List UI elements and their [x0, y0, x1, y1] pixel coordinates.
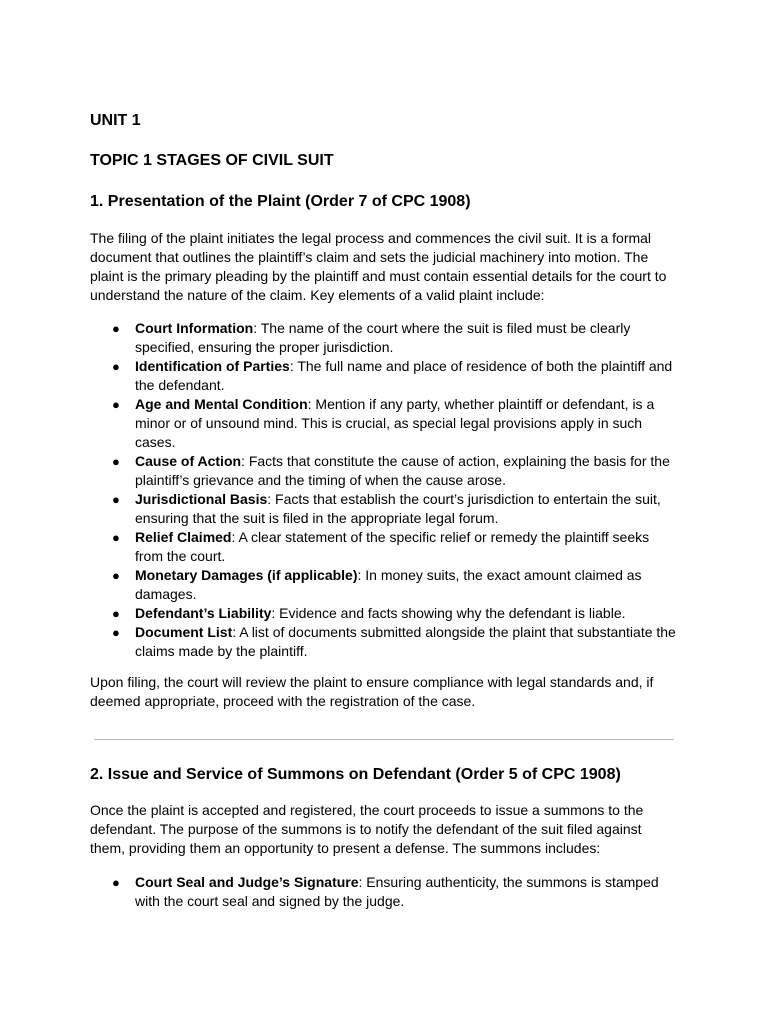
summons-elements-list	[90, 873, 680, 911]
bullet-icon: ●	[112, 568, 120, 583]
item-term: Age and Mental Condition	[135, 396, 308, 412]
unit-heading: UNIT 1	[90, 112, 141, 129]
list-item	[90, 357, 680, 395]
item-text: : A list of documents submitted alongside the plaint that substantiate the claims made by the plaintiff.	[135, 624, 676, 659]
list-item	[90, 604, 680, 623]
bullet-icon: ●	[112, 359, 120, 374]
plaint-elements-list	[90, 319, 680, 661]
item-text: : The full name and place of residence of both the plaintiff and the defendant.	[135, 358, 673, 393]
section-1-heading: 1. Presentation of the Plaint (Order 7 of CPC 1908)	[90, 193, 471, 210]
bullet-icon: ●	[112, 321, 120, 336]
bullet-icon: ●	[112, 530, 120, 545]
item-text: : The name of the court where the suit is filed must be clearly specified, ensuring the proper jurisdiction.	[135, 320, 631, 355]
list-item	[90, 395, 680, 452]
list-item	[90, 528, 680, 566]
list-item	[90, 319, 680, 357]
item-term: Jurisdictional Basis	[135, 491, 268, 507]
section-2-heading: 2. Issue and Service of Summons on Defendant (Order 5 of CPC 1908)	[90, 766, 621, 783]
item-term: Relief Claimed	[135, 529, 232, 545]
bullet-icon: ●	[112, 606, 120, 621]
item-text: : Facts that constitute the cause of action, explaining the basis for the plaintiff’s grievance and the timing of when the cause arose.	[135, 453, 670, 488]
item-text: : Ensuring authenticity, the summons is stamped with the court seal and signed by the judge.	[135, 874, 659, 909]
bullet-icon: ●	[112, 625, 120, 640]
section-1-closing: Upon filing, the court will review the plaint to ensure compliance with legal standards and, if deemed appropriate, proceed with the registration of the case.	[90, 674, 654, 709]
section-1-intro: The filing of the plaint initiates the legal process and commences the civil suit. It is a formal document that outlines the plaintiff’s claim and sets the judicial machinery into motion. The plaint is the primary pleading by the plaintiff and must contain essential details for the court to understand the nature of the claim. Key elements of a valid plaint include:	[90, 230, 667, 303]
item-text: : Mention if any party, whether plaintiff or defendant, is a minor or of unsound mind. This is crucial, as special legal provisions apply in such cases.	[135, 396, 655, 450]
item-term: Document List	[135, 624, 233, 640]
list-item	[90, 490, 680, 528]
item-text: : Evidence and facts showing why the defendant is liable.	[271, 605, 626, 621]
item-text: : A clear statement of the specific relief or remedy the plaintiff seeks from the court.	[135, 529, 650, 564]
horizontal-divider	[94, 739, 674, 740]
list-item	[90, 623, 680, 661]
item-term: Court Information	[135, 320, 254, 336]
item-term: Court Seal and Judge’s Signature	[135, 874, 359, 890]
list-item	[90, 873, 680, 911]
bullet-icon: ●	[112, 492, 120, 507]
item-text: : Facts that establish the court’s jurisdiction to entertain the suit, ensuring that the suit is filed in the appropriate legal forum.	[135, 491, 661, 526]
topic-heading: TOPIC 1 STAGES OF CIVIL SUIT	[90, 152, 334, 169]
item-term: Defendant’s Liability	[135, 605, 272, 621]
item-term: Identification of Parties	[135, 358, 290, 374]
list-item	[90, 566, 680, 604]
item-text: : In money suits, the exact amount claimed as damages.	[135, 567, 642, 602]
item-term: Cause of Action	[135, 453, 242, 469]
item-term: Monetary Damages (if applicable)	[135, 567, 358, 583]
list-item	[90, 452, 680, 490]
bullet-icon: ●	[112, 397, 120, 412]
bullet-icon: ●	[112, 875, 120, 890]
bullet-icon: ●	[112, 454, 120, 469]
section-2-intro: Once the plaint is accepted and registered, the court proceeds to issue a summons to the defendant. The purpose of the summons is to notify the defendant of the suit filed against them, providing them an opportunity to present a defense. The summons includes:	[90, 802, 644, 856]
